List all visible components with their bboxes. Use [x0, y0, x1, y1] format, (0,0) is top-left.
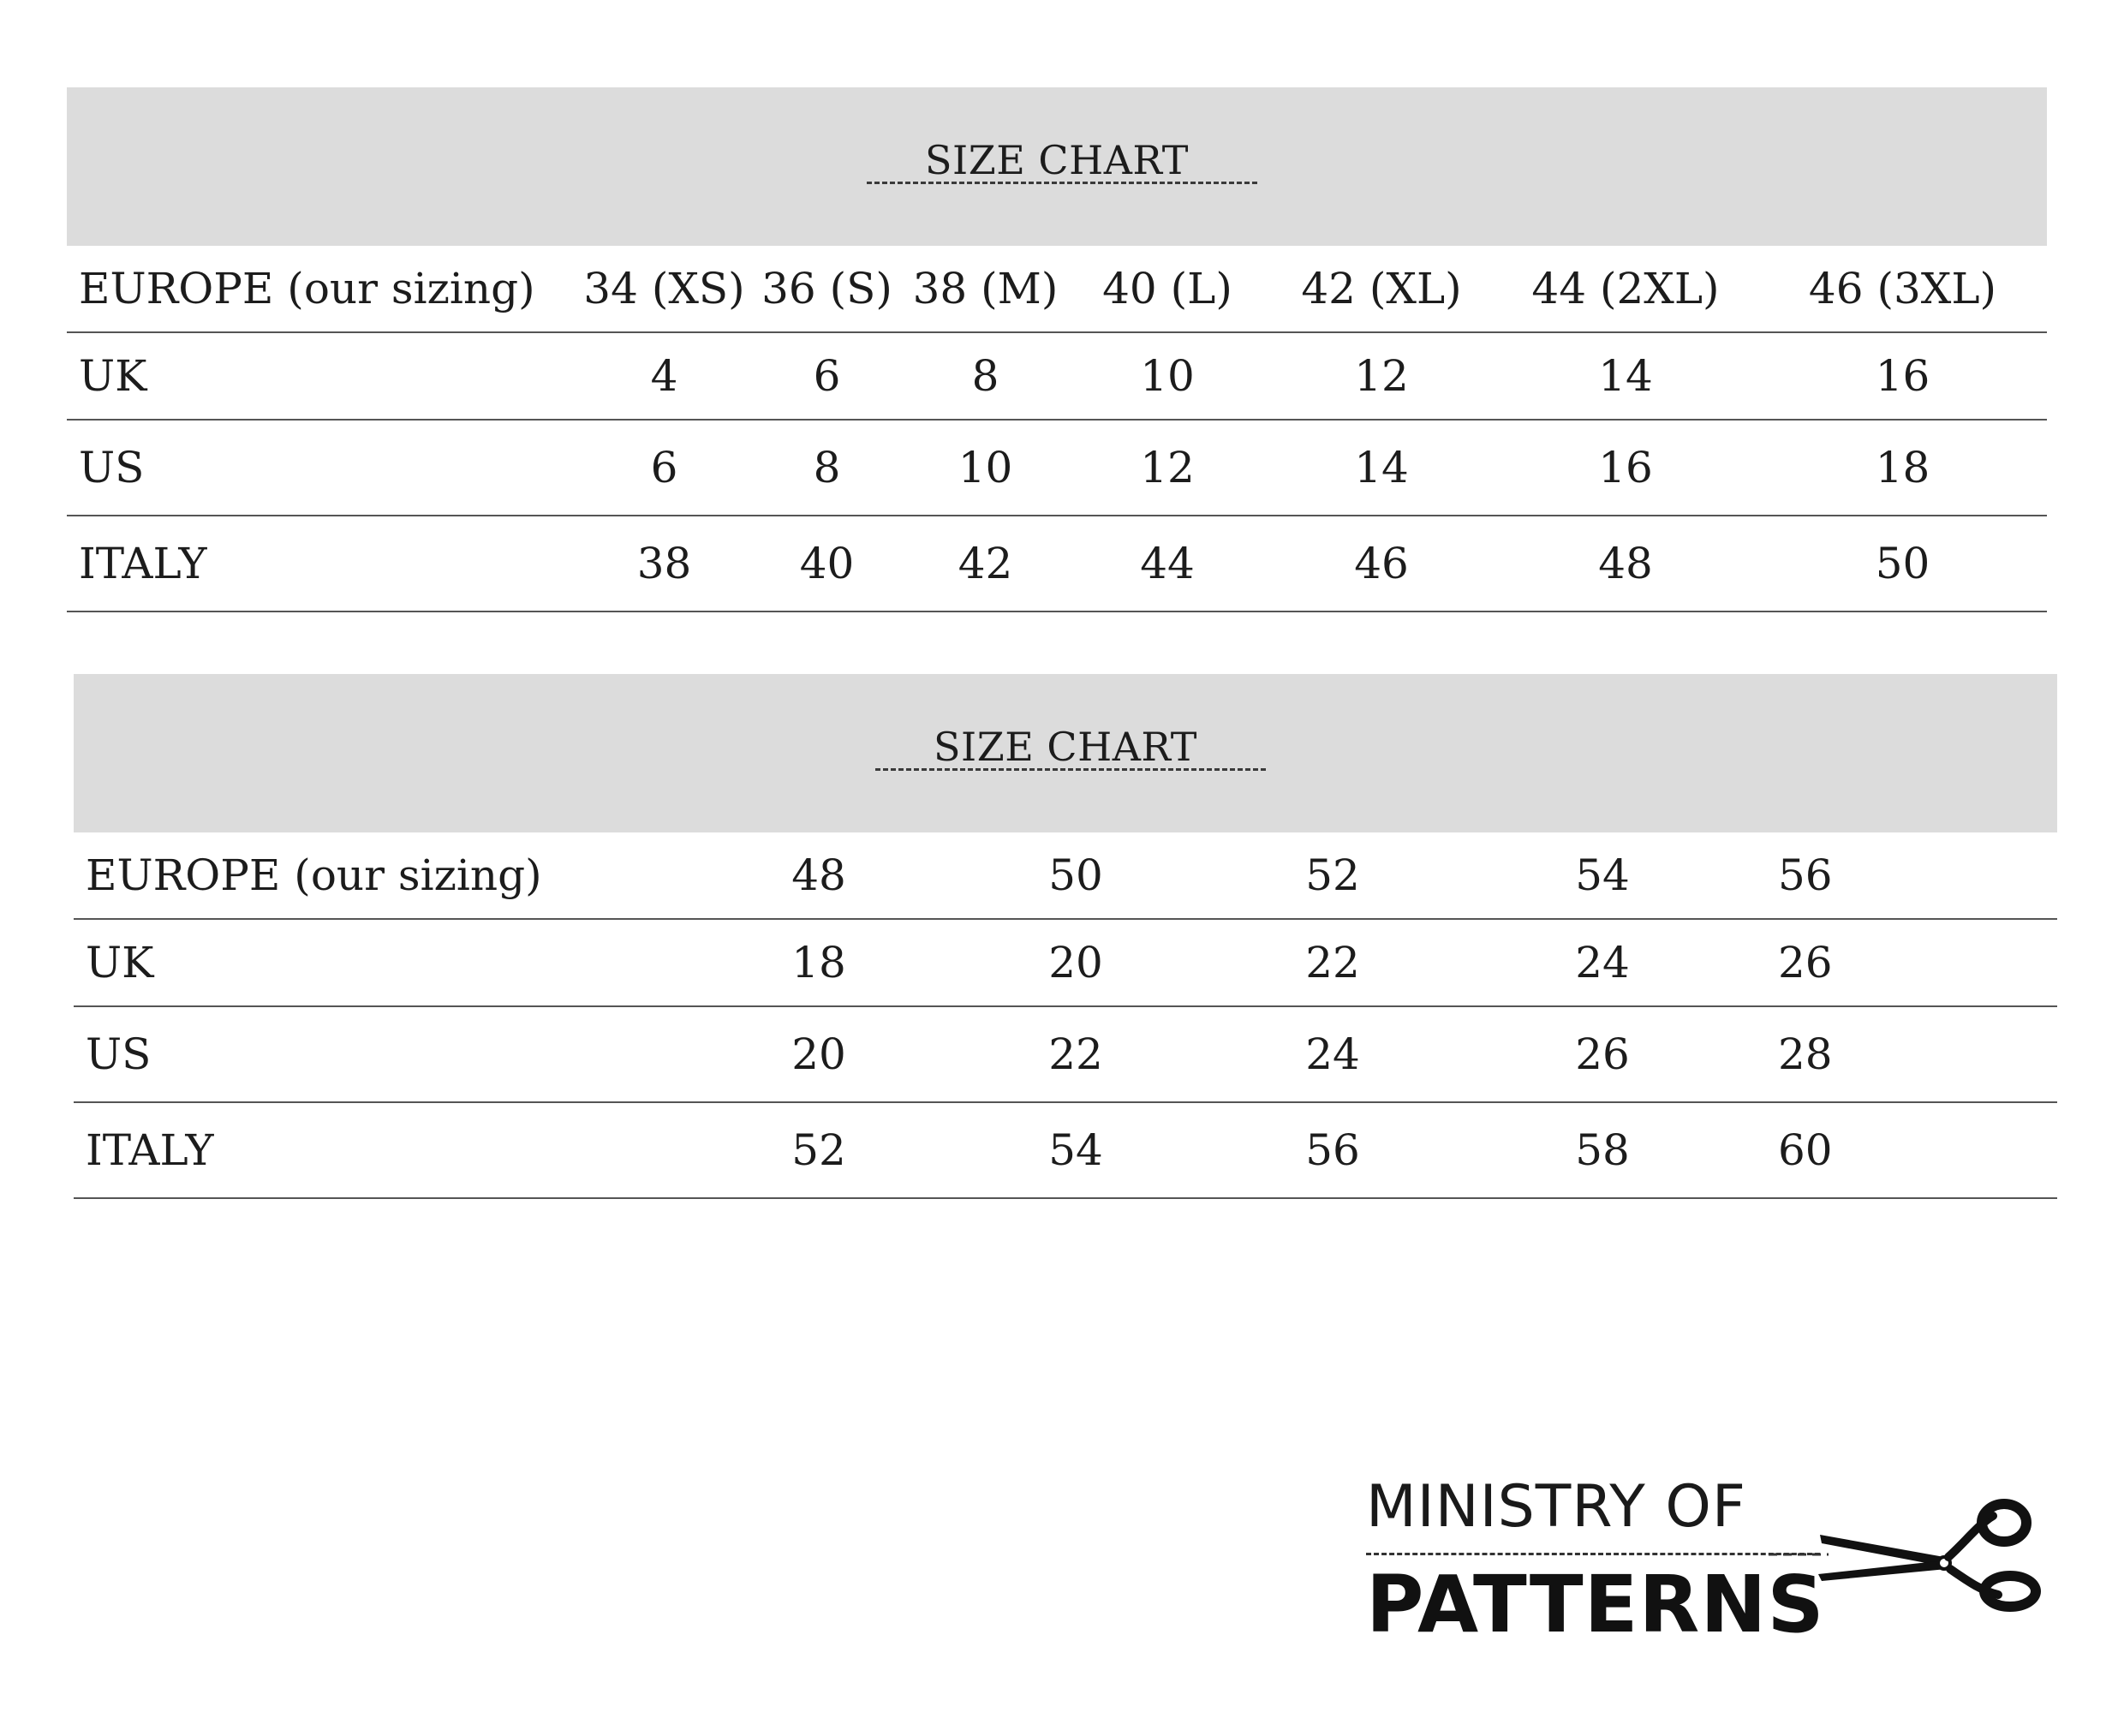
size-header: 36 (S) — [761, 264, 892, 313]
table-cell: 38 — [581, 516, 748, 611]
table-cell: 20 — [690, 1006, 947, 1102]
table-row — [74, 919, 2057, 1006]
table-cell: 54 — [947, 1102, 1204, 1198]
table-cell: 52 — [690, 1102, 947, 1198]
table-cell: 14 — [1493, 332, 1758, 420]
table-cell: 20 — [947, 919, 1204, 1006]
header-label: EUROPE (our sizing) — [79, 264, 535, 313]
size-header: 46 (3XL) — [1808, 264, 1997, 313]
table-cell: 42 — [906, 516, 1065, 611]
table-cell: 18 — [690, 919, 947, 1006]
table-cell: 60 — [1744, 1102, 2057, 1198]
table-row — [74, 1006, 2057, 1102]
row-label: UK — [67, 332, 581, 420]
table-cell: 46 — [1270, 516, 1493, 611]
table-row — [67, 332, 2047, 420]
table-cell: 12 — [1065, 420, 1270, 516]
table-cell: 28 — [1744, 1006, 2057, 1102]
size-chart-2 — [74, 674, 2057, 1199]
table-header-row — [74, 832, 2057, 919]
chart-title: SIZE CHART — [934, 724, 1197, 770]
size-header: 52 — [1305, 850, 1360, 900]
table-cell: 12 — [1270, 332, 1493, 420]
scissors-icon — [1769, 1490, 2043, 1619]
table-cell: 14 — [1270, 420, 1493, 516]
table-cell: 6 — [748, 332, 906, 420]
table-cell: 26 — [1461, 1006, 1744, 1102]
chart-title: SIZE CHART — [925, 137, 1189, 183]
table-cell: 24 — [1461, 919, 1744, 1006]
size-header: 54 — [1575, 850, 1630, 900]
table-cell: 4 — [581, 332, 748, 420]
table-cell: 24 — [1204, 1006, 1461, 1102]
table-cell: 8 — [906, 332, 1065, 420]
table-cell: 10 — [906, 420, 1065, 516]
table-cell: 22 — [947, 1006, 1204, 1102]
table-cell: 56 — [1204, 1102, 1461, 1198]
brand-logo — [1366, 1473, 2051, 1650]
size-header: 50 — [1048, 850, 1103, 900]
row-label: UK — [74, 919, 690, 1006]
logo-dashed-line — [1366, 1553, 1820, 1555]
row-label: ITALY — [74, 1102, 690, 1198]
table-cell: 10 — [1065, 332, 1270, 420]
table-cell: 6 — [581, 420, 748, 516]
title-underline — [867, 182, 1257, 184]
chart-header — [74, 674, 2057, 832]
logo-text-top: MINISTRY OF — [1366, 1473, 1747, 1541]
chart-header — [67, 87, 2047, 246]
header-label: EUROPE (our sizing) — [86, 850, 542, 900]
size-header: 42 (XL) — [1301, 264, 1462, 313]
table-cell: 40 — [748, 516, 906, 611]
size-header: 56 — [1778, 850, 1833, 900]
row-label: ITALY — [67, 516, 581, 611]
row-label: US — [74, 1006, 690, 1102]
table-row — [67, 516, 2047, 611]
table-cell: 50 — [1758, 516, 2047, 611]
table-row — [67, 420, 2047, 516]
size-table — [74, 832, 2057, 1199]
table-cell: 16 — [1493, 420, 1758, 516]
size-table — [67, 246, 2047, 612]
table-cell: 16 — [1758, 332, 2047, 420]
size-chart-1 — [67, 87, 2047, 612]
table-cell: 58 — [1461, 1102, 1744, 1198]
table-cell: 22 — [1204, 919, 1461, 1006]
size-header: 34 (XS) — [583, 264, 745, 313]
row-label: US — [67, 420, 581, 516]
table-row — [74, 1102, 2057, 1198]
table-cell: 18 — [1758, 420, 2047, 516]
table-cell: 48 — [1493, 516, 1758, 611]
size-header: 40 (L) — [1102, 264, 1232, 313]
table-header-row — [67, 246, 2047, 332]
table-cell: 8 — [748, 420, 906, 516]
table-cell: 44 — [1065, 516, 1270, 611]
logo-text-bottom: PATTERNS — [1366, 1559, 1825, 1650]
size-header: 48 — [791, 850, 846, 900]
size-header: 38 (M) — [912, 264, 1059, 313]
size-header: 44 (2XL) — [1531, 264, 1720, 313]
title-underline — [875, 768, 1266, 771]
table-cell: 26 — [1744, 919, 2057, 1006]
